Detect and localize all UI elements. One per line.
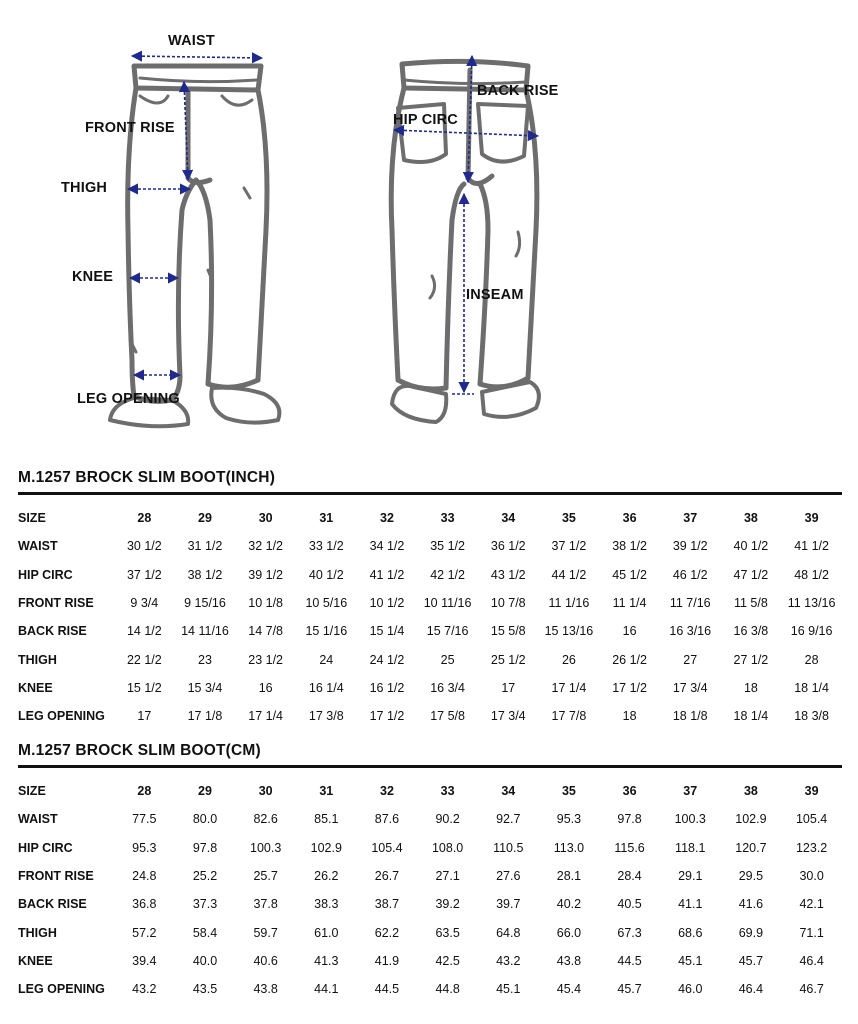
row-label: LEG OPENING [18, 982, 105, 997]
table-cell: 16 3/4 [430, 680, 465, 695]
table-cell: 46.4 [738, 982, 764, 997]
table-cell: 40.2 [556, 897, 582, 912]
inch-title-rule [18, 492, 842, 495]
table-cell: 10 1/2 [369, 596, 405, 611]
table-cell: 15 13/16 [544, 624, 594, 639]
table-cell: 39.7 [496, 897, 521, 912]
table-cell: 41.3 [314, 953, 339, 968]
table-row [18, 532, 842, 560]
label-inseam: INSEAM [466, 287, 524, 303]
table-cell: 43.2 [496, 953, 521, 968]
table-cell: 44.8 [435, 982, 460, 997]
row-label: THIGH [18, 925, 57, 940]
table-cell: 64.8 [496, 925, 521, 940]
table-cell: 61.0 [314, 925, 339, 940]
size-header-cell: 38 [743, 784, 758, 799]
table-cell: 58.4 [192, 925, 218, 940]
table-cell: 14 7/8 [248, 624, 284, 639]
table-row [18, 674, 842, 702]
table-cell: 38 1/2 [612, 539, 647, 554]
table-cell: 28.1 [556, 869, 582, 884]
table-cell: 26.2 [314, 869, 339, 884]
table-cell: 42.5 [435, 953, 460, 968]
size-header-label: SIZE [18, 511, 46, 526]
table-cell: 46.0 [678, 982, 703, 997]
table-cell: 26 1/2 [612, 652, 647, 667]
table-cell: 11 5/8 [733, 596, 768, 611]
table-cell: 39.2 [435, 897, 460, 912]
table-cell: 11 13/16 [787, 596, 836, 611]
table-cell: 24 1/2 [369, 652, 405, 667]
table-cell: 10 11/16 [423, 596, 472, 611]
table-cell: 18 [622, 709, 637, 724]
table-cell: 90.2 [435, 812, 460, 827]
size-header-cell: 33 [440, 784, 455, 799]
table-cell: 40.6 [253, 953, 278, 968]
table-cell: 43 1/2 [490, 567, 526, 582]
table-cell: 25.7 [253, 869, 278, 884]
table-cell: 14 11/16 [181, 624, 229, 639]
row-label: WAIST [18, 812, 58, 827]
table-cell: 118.1 [675, 840, 706, 855]
table-cell: 113.0 [553, 840, 585, 855]
size-header-cell: 28 [137, 784, 152, 799]
table-cell: 24 [319, 652, 334, 667]
table-cell: 59.7 [253, 925, 278, 940]
table-cell: 27 [683, 652, 698, 667]
table-cell: 35 1/2 [430, 539, 465, 554]
size-header-cell: 36 [622, 784, 637, 799]
row-label: HIP CIRC [18, 567, 73, 582]
cm-size-table [18, 777, 842, 1003]
table-cell: 38.7 [374, 897, 400, 912]
size-header-cell: 30 [258, 784, 273, 799]
table-cell: 42 1/2 [430, 567, 465, 582]
table-cell: 48 1/2 [794, 567, 829, 582]
size-header-cell: 33 [440, 511, 455, 526]
table-cell: 100.3 [250, 840, 282, 855]
table-cell: 40 1/2 [308, 567, 344, 582]
table-cell: 36 1/2 [490, 539, 526, 554]
table-cell: 37 1/2 [126, 567, 162, 582]
table-cell: 18 1/8 [672, 709, 708, 724]
row-label: BACK RISE [18, 897, 87, 912]
table-cell: 27.6 [496, 869, 521, 884]
table-cell: 28 [804, 652, 819, 667]
table-cell: 17 1/4 [248, 709, 284, 724]
table-cell: 46.7 [799, 982, 824, 997]
table-cell: 37 1/2 [551, 539, 587, 554]
table-cell: 43.8 [556, 953, 582, 968]
table-cell: 15 7/16 [426, 624, 469, 639]
table-cell: 115.6 [614, 840, 645, 855]
table-cell: 17 [137, 709, 152, 724]
size-header-cell: 38 [743, 511, 758, 526]
table-cell: 15 1/4 [369, 624, 405, 639]
row-label: THIGH [18, 652, 57, 667]
table-cell: 44.5 [374, 982, 400, 997]
table-cell: 17 5/8 [430, 709, 465, 724]
table-row [18, 890, 842, 918]
table-cell: 11 1/16 [548, 596, 590, 611]
table-cell: 45 1/2 [612, 567, 647, 582]
table-cell: 97.8 [617, 812, 642, 827]
measurement-diagram [0, 0, 858, 440]
table-cell: 45.1 [496, 982, 521, 997]
table-cell: 45.4 [556, 982, 582, 997]
table-cell: 18 [743, 680, 758, 695]
table-cell: 95.3 [556, 812, 582, 827]
table-cell: 15 3/4 [187, 680, 223, 695]
table-row [18, 947, 842, 975]
table-cell: 62.2 [374, 925, 400, 940]
table-cell: 38.3 [314, 897, 339, 912]
table-row [18, 862, 842, 890]
table-row [18, 918, 842, 946]
table-cell: 44.5 [617, 953, 642, 968]
table-cell: 82.6 [253, 812, 278, 827]
table-cell: 31 1/2 [187, 539, 223, 554]
size-header-cell: 32 [380, 784, 394, 799]
table-cell: 100.3 [674, 812, 706, 827]
table-cell: 67.3 [617, 925, 642, 940]
table-cell: 32 1/2 [248, 539, 284, 554]
table-row [18, 617, 842, 645]
table-cell: 17 1/2 [369, 709, 405, 724]
table-cell: 45.7 [617, 982, 642, 997]
table-cell: 26 [561, 652, 576, 667]
table-cell: 45.7 [738, 953, 764, 968]
table-cell: 37.8 [253, 897, 278, 912]
table-cell: 57.2 [132, 925, 157, 940]
table-cell: 16 1/4 [308, 680, 344, 695]
size-header-cell: 39 [804, 784, 819, 799]
size-header-cell: 29 [198, 511, 212, 526]
table-cell: 11 7/16 [669, 596, 711, 611]
label-hip-circ: HIP CIRC [393, 112, 458, 128]
table-cell: 44.1 [314, 982, 339, 997]
table-cell: 71.1 [799, 925, 824, 940]
table-cell: 40.0 [192, 953, 218, 968]
cm-title-rule [18, 765, 842, 768]
size-header-label: SIZE [18, 784, 46, 799]
table-cell: 63.5 [435, 925, 460, 940]
table-cell: 18 1/4 [794, 680, 829, 695]
table-cell: 27 1/2 [733, 652, 769, 667]
size-header-cell: 31 [319, 784, 334, 799]
size-header-cell: 35 [561, 511, 576, 526]
table-cell: 10 5/16 [305, 596, 348, 611]
table-cell: 29.5 [738, 869, 764, 884]
table-cell: 25 1/2 [490, 652, 526, 667]
table-cell: 15 1/16 [305, 624, 348, 639]
table-cell: 120.7 [735, 840, 767, 855]
label-leg-opening: LEG OPENING [77, 391, 180, 407]
table-cell: 28.4 [617, 869, 642, 884]
table-row [18, 805, 842, 833]
table-cell: 105.4 [795, 812, 828, 827]
label-knee: KNEE [72, 269, 114, 285]
cm-section [18, 741, 842, 768]
inch-section [18, 468, 842, 495]
table-cell: 29.1 [678, 869, 703, 884]
table-cell: 102.9 [735, 812, 767, 827]
cm-table-title: M.1257 BROCK SLIM BOOT(CM) [18, 742, 261, 759]
table-cell: 23 1/2 [248, 652, 284, 667]
table-cell: 44 1/2 [551, 567, 587, 582]
table-cell: 37.3 [192, 897, 218, 912]
table-cell: 80.0 [192, 812, 218, 827]
table-cell: 39 1/2 [672, 539, 708, 554]
label-waist: WAIST [168, 33, 215, 49]
inch-size-table [18, 504, 842, 730]
table-row [18, 645, 842, 673]
table-cell: 34 1/2 [369, 539, 405, 554]
table-cell: 69.9 [738, 925, 764, 940]
table-cell: 17 1/4 [551, 680, 587, 695]
table-cell: 42.1 [799, 897, 824, 912]
table-cell: 46.4 [799, 953, 824, 968]
table-cell: 14 1/2 [126, 624, 162, 639]
table-cell: 15 1/2 [126, 680, 162, 695]
table-cell: 25.2 [192, 869, 218, 884]
table-cell: 36.8 [132, 897, 157, 912]
table-cell: 43.8 [253, 982, 278, 997]
table-cell: 9 3/4 [130, 596, 159, 611]
inch-table-title: M.1257 BROCK SLIM BOOT(INCH) [18, 469, 276, 486]
size-header-cell: 28 [137, 511, 152, 526]
table-cell: 16 1/2 [369, 680, 405, 695]
table-cell: 41 1/2 [794, 539, 829, 554]
row-label: LEG OPENING [18, 709, 105, 724]
table-cell: 77.5 [132, 812, 157, 827]
table-cell: 41.9 [374, 953, 400, 968]
table-row [18, 702, 842, 730]
table-cell: 66.0 [556, 925, 582, 940]
table-cell: 23 [198, 652, 212, 667]
table-cell: 41 1/2 [369, 567, 405, 582]
table-cell: 17 1/8 [187, 709, 223, 724]
table-cell: 41.6 [738, 897, 764, 912]
table-cell: 40 1/2 [733, 539, 769, 554]
table-cell: 68.6 [678, 925, 703, 940]
table-cell: 25 [440, 652, 455, 667]
table-cell: 38 1/2 [187, 567, 223, 582]
row-label: FRONT RISE [18, 869, 94, 884]
table-cell: 18 3/8 [794, 709, 829, 724]
table-cell: 47 1/2 [733, 567, 769, 582]
table-cell: 10 7/8 [490, 596, 526, 611]
table-cell: 16 [258, 680, 273, 695]
size-header-cell: 32 [380, 511, 394, 526]
table-row [18, 834, 842, 862]
table-cell: 16 3/16 [669, 624, 712, 639]
table-cell: 17 7/8 [551, 709, 587, 724]
row-label: WAIST [18, 539, 58, 554]
table-cell: 10 1/8 [248, 596, 284, 611]
table-cell: 43.2 [132, 982, 157, 997]
table-cell: 22 1/2 [126, 652, 162, 667]
size-header-cell: 29 [198, 784, 212, 799]
table-cell: 17 [501, 680, 516, 695]
label-front-rise: FRONT RISE [85, 120, 175, 136]
table-cell: 102.9 [310, 840, 342, 855]
size-header-cell: 39 [804, 511, 819, 526]
size-header-cell: 30 [258, 511, 273, 526]
table-cell: 11 1/4 [612, 596, 647, 611]
table-cell: 16 3/8 [733, 624, 769, 639]
table-cell: 27.1 [435, 869, 460, 884]
row-label: FRONT RISE [18, 596, 94, 611]
table-cell: 110.5 [493, 840, 524, 855]
table-cell: 16 [622, 624, 637, 639]
row-label: KNEE [18, 953, 53, 968]
table-cell: 16 9/16 [790, 624, 833, 639]
size-header-cell: 37 [683, 784, 698, 799]
table-cell: 87.6 [374, 812, 400, 827]
table-cell: 40.5 [617, 897, 642, 912]
size-header-cell: 34 [501, 784, 516, 799]
row-label: HIP CIRC [18, 840, 73, 855]
size-header-cell: 31 [319, 511, 334, 526]
table-cell: 24.8 [132, 869, 157, 884]
table-cell: 45.1 [678, 953, 703, 968]
size-header-cell: 35 [561, 784, 576, 799]
table-row [18, 589, 842, 617]
table-header-row [18, 504, 842, 532]
size-header-cell: 34 [501, 511, 516, 526]
label-thigh: THIGH [61, 180, 108, 196]
table-cell: 108.0 [431, 840, 464, 855]
table-row [18, 975, 842, 1003]
table-cell: 105.4 [371, 840, 403, 855]
label-back-rise: BACK RISE [477, 83, 559, 99]
table-cell: 17 3/8 [308, 709, 344, 724]
table-cell: 41.1 [678, 897, 703, 912]
table-cell: 39.4 [132, 953, 157, 968]
table-cell: 17 1/2 [612, 680, 647, 695]
table-cell: 85.1 [314, 812, 339, 827]
table-header-row [18, 777, 842, 805]
table-cell: 123.2 [795, 840, 828, 855]
table-cell: 97.8 [192, 840, 218, 855]
table-cell: 15 5/8 [490, 624, 526, 639]
table-row [18, 561, 842, 589]
table-cell: 18 1/4 [733, 709, 769, 724]
table-cell: 46 1/2 [672, 567, 708, 582]
table-cell: 39 1/2 [248, 567, 284, 582]
table-cell: 33 1/2 [308, 539, 344, 554]
table-cell: 95.3 [132, 840, 157, 855]
table-cell: 92.7 [496, 812, 521, 827]
size-header-cell: 37 [683, 511, 698, 526]
table-cell: 9 15/16 [184, 596, 226, 611]
row-label: KNEE [18, 680, 53, 695]
table-cell: 43.5 [192, 982, 218, 997]
size-header-cell: 36 [622, 511, 637, 526]
table-cell: 17 3/4 [672, 680, 708, 695]
table-cell: 30 1/2 [126, 539, 162, 554]
row-label: BACK RISE [18, 624, 87, 639]
table-cell: 26.7 [374, 869, 400, 884]
table-cell: 30.0 [799, 869, 824, 884]
table-cell: 17 3/4 [490, 709, 526, 724]
